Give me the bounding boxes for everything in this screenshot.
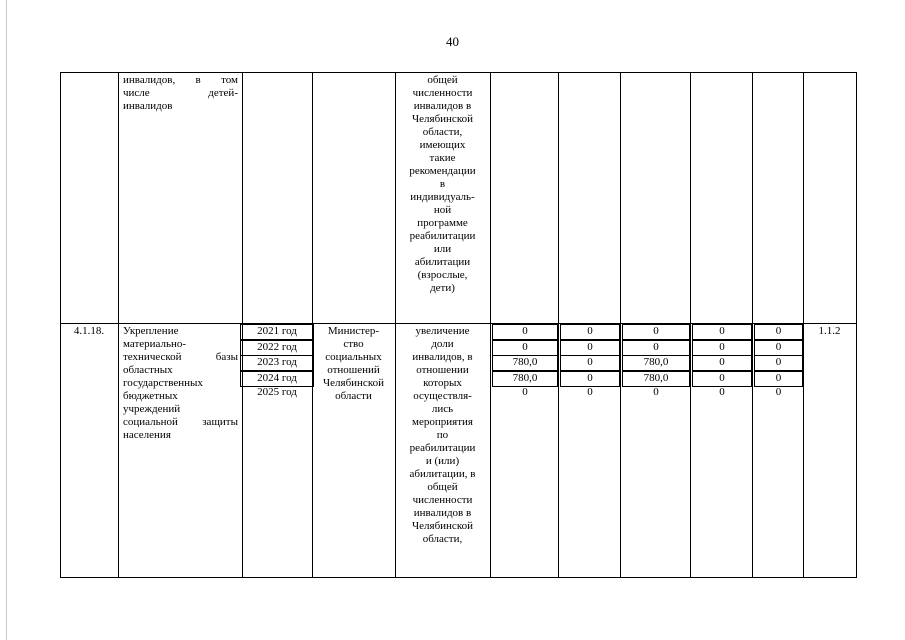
name-line: технической базы	[123, 351, 238, 363]
indicator-line: Челябинской	[411, 520, 473, 532]
column-border-8	[690, 72, 691, 577]
funding-value: 0	[719, 386, 725, 398]
indicator-line: увеличение	[415, 325, 470, 337]
name-line: бюджетных	[123, 390, 178, 402]
funding-value: 0	[692, 371, 752, 387]
name-line: Укрепление	[123, 325, 179, 337]
name-line: областных	[123, 364, 173, 376]
indicator-line: Челябинской	[411, 113, 473, 125]
indicator-line: инвалидов в	[413, 507, 472, 519]
indicator-line: рекомендации	[409, 165, 476, 177]
funding-value: 780,0	[492, 371, 558, 387]
year-cell: 2022 год	[240, 340, 314, 356]
column-border-1	[118, 72, 119, 577]
year-cell: 2024 год	[240, 371, 314, 387]
funding-value: 0	[522, 386, 528, 398]
indicator-line: которых	[423, 377, 462, 389]
name-line: инвалидов	[123, 100, 173, 112]
funding-value: 780,0	[622, 371, 690, 387]
indicator-line: программе	[417, 217, 468, 229]
funding-value: 0	[622, 324, 690, 340]
name-line: социальной защиты	[123, 416, 238, 428]
executor-line: Министер-	[327, 325, 380, 337]
indicator-line: индивидуаль-	[410, 191, 475, 203]
table-bottom-border	[60, 577, 857, 578]
column-border-4	[395, 72, 396, 577]
year-cell: 2023 год	[240, 355, 314, 371]
funding-value: 0	[754, 324, 803, 340]
indicator-line: (взрослые,	[417, 269, 468, 281]
column-border-9	[752, 72, 753, 577]
name-line: государственных	[123, 377, 203, 389]
indicator-line: общей	[427, 481, 458, 493]
indicator-line: доли	[431, 338, 454, 350]
funding-value: 0	[560, 371, 620, 387]
indicator-line: численности	[412, 87, 473, 99]
funding-value: 0	[587, 386, 593, 398]
column-border-5	[490, 72, 491, 577]
funding-value: 0	[653, 386, 659, 398]
table-top-border	[60, 72, 857, 73]
indicator-line: отношении	[416, 364, 469, 376]
indicator-line: области,	[422, 126, 463, 138]
funding-value: 0	[492, 340, 558, 356]
funding-value: 0	[754, 340, 803, 356]
funding-value: 0	[754, 371, 803, 387]
indicator-line: дети)	[430, 282, 455, 294]
indicator-line: и (или)	[425, 455, 460, 467]
indicator-line: или	[433, 243, 452, 255]
funding-value: 780,0	[492, 355, 558, 371]
funding-value: 0	[622, 340, 690, 356]
indicator-line: абилитации	[414, 256, 471, 268]
column-border-0	[60, 72, 61, 577]
indicator-line: численности	[412, 494, 473, 506]
name-line: инвалидов, в том	[123, 74, 238, 86]
column-border-10	[803, 72, 804, 577]
funding-value: 780,0	[622, 355, 690, 371]
funding-value: 0	[560, 324, 620, 340]
name-line: населения	[123, 429, 171, 441]
executor-line: ство	[343, 338, 364, 350]
executor-line: области	[335, 390, 372, 402]
column-border-11	[856, 72, 857, 577]
indicator-line: имеющих	[419, 139, 466, 151]
funding-value: 0	[560, 355, 620, 371]
name-line: числе детей-	[123, 87, 238, 99]
funding-value: 0	[492, 324, 558, 340]
indicator-line: осуществля-	[413, 390, 472, 402]
indicator-line: реабилитации	[409, 442, 476, 454]
funding-value: 0	[692, 355, 752, 371]
indicator-line: инвалидов в	[413, 100, 472, 112]
row-number: 4.1.18.	[73, 325, 105, 337]
executor-line: отношений	[327, 364, 380, 376]
indicator-line: общей	[427, 74, 458, 86]
year-cell: 2025 год	[257, 386, 297, 398]
reference-code: 1.1.2	[818, 325, 841, 337]
funding-value: 0	[775, 386, 782, 398]
indicator-line: по	[436, 429, 449, 441]
indicator-line: мероприятия	[412, 416, 473, 428]
column-border-7	[620, 72, 621, 577]
column-border-6	[558, 72, 559, 577]
funding-value: 0	[560, 340, 620, 356]
executor-line: социальных	[325, 351, 382, 363]
name-line: учреждений	[123, 403, 181, 415]
year-cell: 2021 год	[240, 324, 314, 340]
funding-value: 0	[692, 324, 752, 340]
page-number: 40	[446, 34, 459, 49]
scan-edge	[6, 0, 7, 640]
funding-value: 0	[692, 340, 752, 356]
indicator-line: ной	[433, 204, 452, 216]
indicator-line: инвалидов, в	[412, 351, 473, 363]
executor-line: Челябинской	[322, 377, 384, 389]
indicator-line: абилитации, в	[409, 468, 476, 480]
indicator-line: области,	[422, 533, 463, 545]
indicator-line: лись	[431, 403, 454, 415]
indicator-line: реабилитации	[409, 230, 476, 242]
indicator-line: такие	[429, 152, 456, 164]
funding-value: 0	[754, 355, 803, 371]
name-line: материально-	[123, 338, 187, 350]
indicator-line: в	[439, 178, 446, 190]
